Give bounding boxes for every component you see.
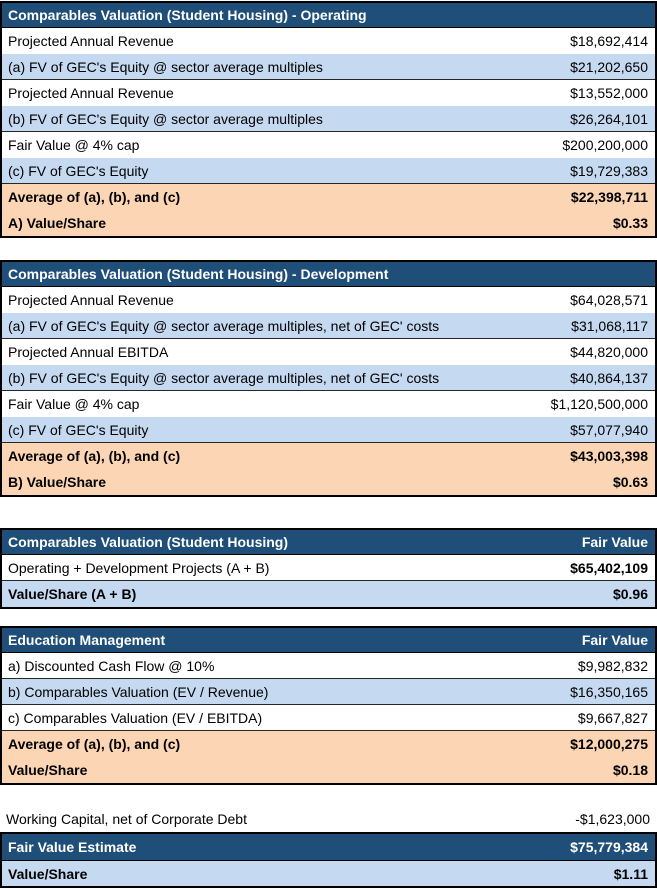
row-value: $26,264,101 xyxy=(570,110,648,127)
row-label: Average of (a), (b), and (c) xyxy=(8,736,181,752)
section-header xyxy=(2,530,655,555)
row-label: (c) FV of GEC's Equity xyxy=(8,162,149,179)
row-value: $1.11 xyxy=(613,865,648,882)
row-label: Projected Annual EBITDA xyxy=(8,344,169,360)
table-row xyxy=(2,313,655,339)
table-row xyxy=(2,184,655,210)
row-value: $0.96 xyxy=(612,586,648,602)
row-label: (a) FV of GEC's Equity @ sector average multiples, net of GEC' costs xyxy=(8,317,440,334)
row-label: Operating + Development Projects (A + B) xyxy=(8,559,270,576)
row-value: $31,068,117 xyxy=(571,317,648,334)
row-value: $13,552,000 xyxy=(570,85,648,101)
table-row xyxy=(2,365,655,391)
row-label: Working Capital, net of Corporate Debt xyxy=(6,811,247,827)
row-label: c) Comparables Valuation (EV / EBITDA) xyxy=(8,709,263,726)
table-row xyxy=(2,679,655,705)
table-row xyxy=(2,581,655,607)
row-label: (b) FV of GEC's Equity @ sector average multiples xyxy=(8,110,323,127)
row-value: -$1,623,000 xyxy=(575,811,650,827)
section-combined xyxy=(0,528,657,609)
row-label: b) Comparables Valuation (EV / Revenue) xyxy=(8,683,269,700)
table-row xyxy=(2,28,655,54)
row-label: Projected Annual Revenue xyxy=(8,33,174,49)
section-title: Education Management xyxy=(8,632,166,648)
row-value: $65,402,109 xyxy=(570,559,648,576)
row-value: $19,729,383 xyxy=(570,162,648,179)
section-education xyxy=(0,626,657,785)
table-row xyxy=(2,555,655,581)
row-label: Value/Share xyxy=(8,762,88,778)
table-row xyxy=(0,806,657,832)
section-value-column-label: Fair Value xyxy=(581,632,648,648)
section-summary xyxy=(0,806,657,888)
section-title: Comparables Valuation (Student Housing) - Operating xyxy=(8,7,367,23)
table-row xyxy=(2,653,655,679)
row-label: Value/Share xyxy=(8,865,88,882)
row-label: B) Value/Share xyxy=(8,474,107,490)
row-label: Fair Value @ 4% cap xyxy=(8,137,140,153)
row-value: $200,200,000 xyxy=(562,137,648,153)
row-label: Value/Share (A + B) xyxy=(8,586,137,602)
table-row xyxy=(2,210,655,236)
section-development xyxy=(0,260,657,497)
section-title: Comparables Valuation (Student Housing) - Development xyxy=(8,266,389,282)
table-row xyxy=(2,731,655,757)
row-value: $21,202,650 xyxy=(570,58,648,75)
table-row xyxy=(2,391,655,417)
row-value: $64,028,571 xyxy=(570,292,648,308)
table-row xyxy=(0,832,657,860)
row-value: $22,398,711 xyxy=(570,189,648,205)
table-row xyxy=(2,757,655,783)
section-operating xyxy=(0,1,657,238)
row-label: (a) FV of GEC's Equity @ sector average multiples xyxy=(8,58,323,75)
table-row xyxy=(2,106,655,132)
row-label: a) Discounted Cash Flow @ 10% xyxy=(8,657,215,674)
row-label: Average of (a), (b), and (c) xyxy=(8,448,181,464)
table-row xyxy=(0,860,657,888)
row-value: $16,350,165 xyxy=(570,683,648,700)
row-value: $0.18 xyxy=(612,762,648,778)
table-row xyxy=(2,705,655,731)
row-label: A) Value/Share xyxy=(8,215,107,231)
row-value: $43,003,398 xyxy=(570,448,648,464)
section-header xyxy=(2,628,655,653)
row-label: Fair Value @ 4% cap xyxy=(8,396,140,412)
table-row xyxy=(2,158,655,184)
row-value: $0.33 xyxy=(612,215,648,231)
row-value: $1,120,500,000 xyxy=(550,396,648,412)
row-value: $18,692,414 xyxy=(570,33,648,49)
row-value: $9,667,827 xyxy=(577,709,648,726)
row-label: Projected Annual Revenue xyxy=(8,85,174,101)
table-row xyxy=(2,132,655,158)
row-label: (b) FV of GEC's Equity @ sector average multiples, net of GEC' costs xyxy=(8,369,440,386)
section-header xyxy=(2,3,655,28)
section-value-column-label: Fair Value xyxy=(581,534,648,550)
table-row xyxy=(2,443,655,469)
section-title: Comparables Valuation (Student Housing) xyxy=(8,534,289,550)
row-value: $40,864,137 xyxy=(570,369,648,386)
row-label: Projected Annual Revenue xyxy=(8,292,174,308)
row-label: Fair Value Estimate xyxy=(8,839,137,855)
row-value: $0.63 xyxy=(612,474,648,490)
section-header xyxy=(2,262,655,287)
table-row xyxy=(2,54,655,80)
row-value: $12,000,275 xyxy=(570,736,648,752)
row-value: $57,077,940 xyxy=(570,421,648,438)
row-label: (c) FV of GEC's Equity xyxy=(8,421,149,438)
row-value: $44,820,000 xyxy=(570,344,648,360)
row-value: $75,779,384 xyxy=(570,839,648,855)
row-value: $9,982,832 xyxy=(577,657,648,674)
table-row xyxy=(2,469,655,495)
table-row xyxy=(2,339,655,365)
table-row xyxy=(2,287,655,313)
row-label: Average of (a), (b), and (c) xyxy=(8,189,181,205)
table-row xyxy=(2,417,655,443)
table-row xyxy=(2,80,655,106)
